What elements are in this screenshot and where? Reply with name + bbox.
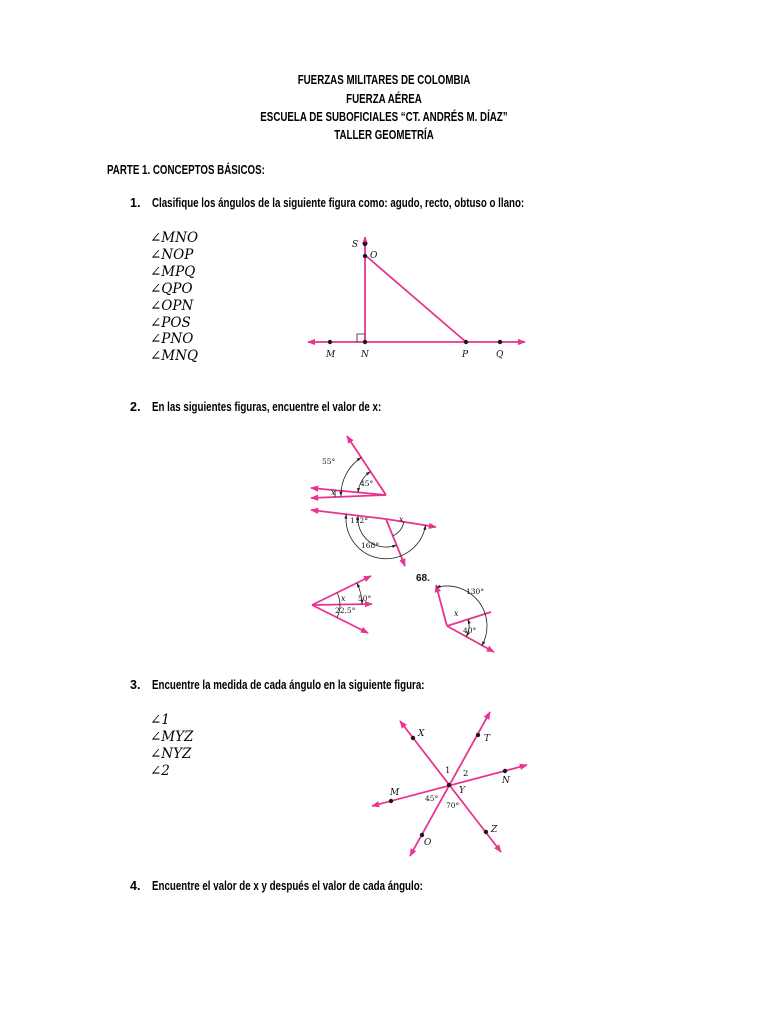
label-y: Y [459, 786, 465, 796]
label-168: 168° [361, 541, 380, 550]
segment-op [365, 255, 466, 342]
point-s [363, 242, 367, 246]
point-m [328, 340, 332, 344]
q2-number: 2. [130, 400, 141, 414]
point-x [411, 736, 415, 740]
figure-1-triangle [308, 237, 525, 360]
part1-title: PARTE 1. CONCEPTOS BÁSICOS: [107, 163, 265, 177]
label-45: 45° [425, 794, 439, 803]
label-70: 70° [446, 801, 460, 810]
figure-2a [311, 436, 386, 498]
label-22-5: 22.5° [335, 606, 356, 615]
label-q: Q [496, 350, 504, 360]
figure-2d [416, 573, 494, 652]
ray-middle [312, 604, 372, 605]
q1-angle-item: ∠MPQ [150, 263, 196, 280]
figure-2c [312, 576, 372, 633]
q1-angle-item: ∠QPO [150, 280, 193, 297]
point-n [503, 769, 507, 773]
label-s: S [352, 240, 359, 250]
q1-angle-item: ∠NOP [150, 246, 194, 263]
label-x: X [418, 729, 425, 739]
q1-angle-item: ∠MNQ [150, 348, 199, 365]
ray-right [386, 519, 436, 527]
q3-angle-item: ∠NYZ [150, 745, 192, 762]
label-z: Z [491, 825, 498, 835]
label-x: x [454, 609, 459, 618]
header-institution: FUERZAS MILITARES DE COLOMBIA [297, 73, 471, 87]
label-x: x [341, 594, 346, 603]
q1-angle-item: ∠OPN [150, 297, 194, 314]
point-y [447, 783, 451, 787]
label-p: P [462, 350, 469, 360]
q1-angle-item: ∠POS [150, 314, 191, 331]
q2-text: En las siguientes figuras, encuentre el valor de x: [152, 400, 382, 414]
ray-lower [311, 495, 386, 498]
header-branch: FUERZA AÉREA [346, 92, 422, 106]
label-130: 130° [466, 587, 485, 596]
label-o: O [370, 251, 378, 261]
point-q [498, 340, 502, 344]
q3-angle-item: ∠MYZ [150, 728, 194, 745]
label-angle-1: 1 [445, 766, 451, 776]
q3-angle-item: ∠2 [150, 762, 170, 779]
point-p [464, 340, 468, 344]
label-n: N [361, 350, 369, 360]
point-m [389, 799, 393, 803]
ray-middle [311, 488, 386, 495]
figure-3-intersecting-lines [372, 712, 527, 856]
label-m: M [390, 788, 400, 798]
point-t [476, 733, 480, 737]
label-angle-2: 2 [463, 769, 469, 779]
exercise-number: 68. [416, 573, 430, 584]
ray-upper [436, 585, 447, 626]
label-40: 40° [463, 626, 477, 635]
q3-number: 3. [130, 678, 141, 692]
point-o [420, 833, 424, 837]
label-45: 45° [360, 479, 374, 488]
label-m: M [326, 350, 336, 360]
label-x: x [331, 488, 336, 497]
point-n [363, 340, 367, 344]
label-n: N [502, 776, 510, 786]
label-t: T [484, 734, 491, 744]
q1-angle-item: ∠MNO [150, 230, 199, 246]
header-school: ESCUELA DE SUBOFICIALES “CT. ANDRÉS M. DÍAZ” [260, 110, 508, 124]
q4-number: 4. [130, 879, 141, 893]
arc-x [337, 593, 340, 605]
label-o: O [424, 838, 432, 848]
q3-angle-item: ∠1 [150, 712, 170, 728]
label-50: 50° [358, 594, 372, 603]
ray-left [311, 510, 386, 519]
q3-text: Encuentre la medida de cada ángulo en la siguiente figura: [152, 678, 425, 692]
q1-angle-item: ∠PNO [150, 331, 194, 348]
label-x: x [399, 515, 404, 524]
q1-number: 1. [130, 196, 141, 210]
header-title: TALLER GEOMETRÍA [334, 128, 434, 142]
label-55: 55° [322, 457, 336, 466]
label-112: 112° [350, 516, 369, 525]
point-o [363, 254, 367, 258]
point-z [484, 830, 488, 834]
q4-text: Encuentre el valor de x y después el valor de cada ángulo: [152, 879, 423, 893]
q1-text: Clasifique los ángulos de la siguiente figura como: agudo, recto, obtuso o llano: [152, 196, 525, 210]
figure-2b [311, 510, 436, 566]
